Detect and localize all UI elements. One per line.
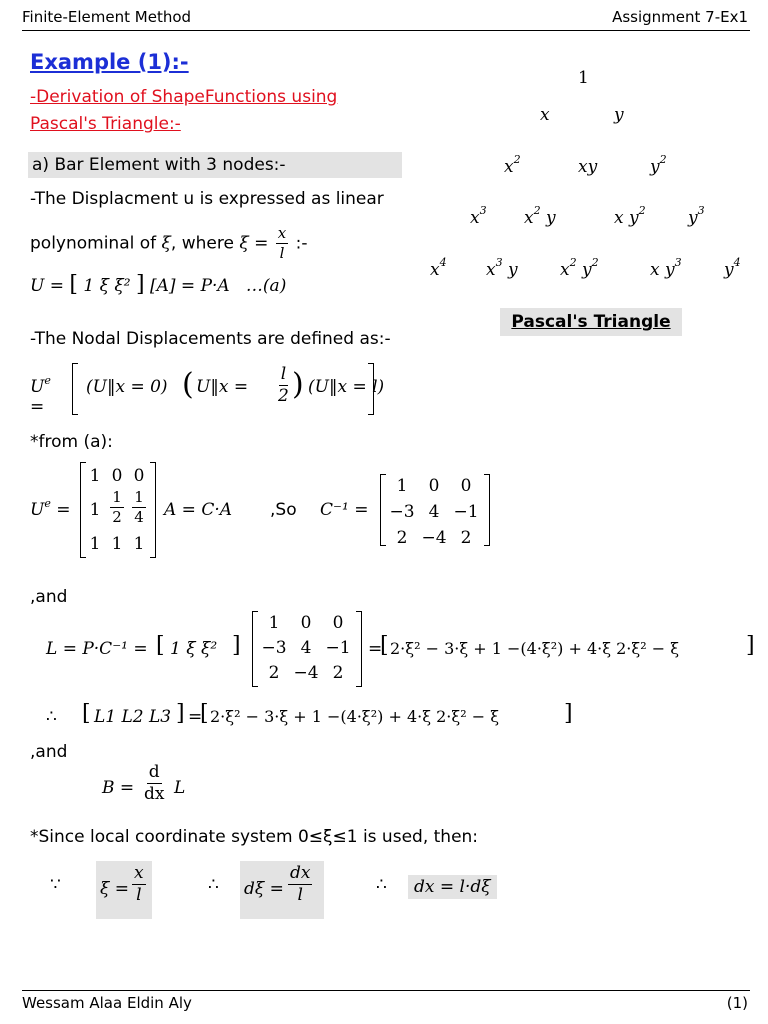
pascal-row-4-xy2: x $y^2$: [614, 204, 646, 228]
ue-matrix-cell-r3-c1: 1: [89, 534, 101, 554]
equation-a: U = [ 1 ξ ξ² ] [A] = P·A …(a): [30, 272, 287, 297]
vec-bracket-left: [: [82, 701, 91, 726]
therefore-symbol-3: ∴: [376, 875, 387, 895]
l-eq-matrix-cell-r2-c2: 4: [300, 638, 312, 658]
vec-bracket-right: ]: [176, 701, 185, 726]
derivative-num: d: [148, 762, 160, 782]
therefore-result-bracket-right: ]: [564, 701, 573, 726]
pascal-row-4-x2y: $x^2$ y: [524, 204, 556, 228]
ue-matrix-cell-r1-c1: 1: [89, 466, 101, 486]
dxi-eq-num: dx: [290, 863, 311, 883]
l-eq-matrix-cell-r3-c1: 2: [268, 663, 280, 683]
l-equation: [46, 611, 768, 687]
derivative-den: dx: [144, 784, 165, 804]
c-inverse-lhs: C⁻¹ =: [320, 500, 369, 520]
xi-symbol: ξ: [161, 233, 171, 254]
pascal-row-4-x3: $x^3$: [470, 204, 487, 228]
footer-rule: [22, 990, 750, 991]
nodal-text: -The Nodal Displacements are defined as:-: [30, 329, 391, 349]
ue-half-fraction: [276, 366, 291, 405]
header-right: Assignment 7-Ex1: [612, 8, 748, 26]
colon-dash: :-: [295, 233, 308, 254]
footer-author: Wessam Alaa Eldin Aly: [22, 994, 192, 1012]
l-eq-row: 1 ξ ξ²: [170, 639, 218, 659]
so-text: ,So: [270, 500, 297, 520]
eq-a-row: 1 ξ ξ²: [83, 276, 131, 296]
l-eq-matrix-cell-r1-c1: 1: [268, 613, 280, 633]
displacement-line1: -The Displacment u is expressed as linear: [30, 189, 384, 209]
pascal-row-5-x4: $x^4$: [430, 256, 447, 280]
ue-term-3: (U‖x = l): [308, 377, 385, 397]
l-eq-row-bracket-right: ]: [232, 633, 241, 658]
shape-function-vector: L1 L2 L3: [94, 707, 172, 727]
ue-matrix-cell-r3-c3: 1: [133, 534, 145, 554]
ue-matrix-equation: [30, 462, 510, 558]
c-inverse-cell-r2-c3: −1: [453, 502, 479, 522]
l-eq-result-bracket-left: [: [380, 633, 389, 658]
ue-matrix-bracket-right: [150, 462, 156, 558]
bottom-equations: [50, 861, 510, 921]
ue-matrix-cell-r2-c2: $\frac{1}{2}$: [112, 488, 122, 526]
c-inverse-cell-r1-c2: 0: [428, 476, 440, 496]
l-eq-result-bracket-right: ]: [746, 633, 755, 658]
derivation-title-line1: -Derivation of ShapeFunctions using: [30, 87, 338, 107]
section-a-heading: a) Bar Element with 3 nodes:-: [28, 152, 402, 178]
ue-bracket-right: [368, 363, 374, 415]
pascal-row-5-y4: $y^4$: [724, 256, 741, 280]
l-eq-equals: =: [368, 639, 383, 659]
ue-matrix-cell-r1-c2: 0: [111, 466, 123, 486]
ue-matrix-cell-r2-c1: 1: [89, 500, 101, 520]
because-symbol: ∵: [50, 875, 61, 895]
xi-symbol-2: ξ: [239, 233, 249, 254]
dxi-equation-box: [240, 861, 324, 919]
l-eq-matrix-bracket-right: [356, 611, 362, 687]
ue-frac-den: 2: [278, 386, 289, 406]
xi-fraction: $\frac{x}{l}$: [277, 224, 287, 262]
therefore-result-bracket-left: [: [200, 701, 209, 726]
footer-page-number: (1): [726, 994, 748, 1012]
pascal-row-5-xy3: x $y^3$: [650, 256, 682, 280]
pascal-row-3-y2: $y^2$: [650, 153, 667, 177]
l-eq-matrix-cell-r1-c2: 0: [300, 613, 312, 633]
pascal-row-2-y: y: [614, 105, 624, 125]
xi-eq-den: l: [136, 885, 142, 905]
ue-matrix-cell-r2-c3: $\frac{1}{4}$: [134, 488, 144, 526]
ue-lhs: $U^e$ =: [30, 374, 51, 417]
b-eq-rhs: L: [174, 778, 186, 798]
displacement-line2: polynominal of ξ, where ξ = $\frac{x}{l}$ :-: [30, 224, 308, 262]
ue-matrix-cell-r1-c3: 0: [133, 466, 145, 486]
xi-equation-box: [96, 861, 152, 919]
xi-eq-lhs: ξ =: [100, 879, 130, 899]
ue-term-1: (U‖x = 0): [86, 377, 168, 397]
derivative-fraction: [142, 764, 166, 803]
therefore-symbol-2: ∴: [208, 875, 219, 895]
dxi-eq-lhs: dξ =: [244, 879, 284, 899]
and-text-1: ,and: [30, 587, 68, 607]
c-inverse-cell-r2-c2: 4: [428, 502, 440, 522]
pascal-row-5-x2y2: $x^2$ $y^2$: [560, 256, 599, 280]
example-title: Example (1):-: [30, 50, 189, 74]
pascal-row-3-x2: $x^2$: [504, 153, 521, 177]
c-inverse-cell-r2-c1: −3: [389, 502, 415, 522]
c-inverse-bracket-right: [484, 474, 490, 546]
where-text: , where: [170, 233, 234, 254]
therefore-result: 2·ξ² − 3·ξ + 1 −(4·ξ²) + 4·ξ 2·ξ² − ξ: [210, 707, 499, 726]
pascal-triangle-label: Pascal's Triangle: [500, 308, 682, 336]
l-eq-matrix-cell-r3-c2: −4: [293, 663, 319, 683]
therefore-equals: =: [188, 707, 203, 727]
l-eq-result: 2·ξ² − 3·ξ + 1 −(4·ξ²) + 4·ξ 2·ξ² − ξ: [390, 639, 679, 658]
dxi-eq-fraction: [288, 865, 312, 904]
ue-paren-right: ): [292, 367, 304, 402]
since-text: *Since local coordinate system 0≤ξ≤1 is used, then:: [30, 827, 479, 847]
l-eq-row-bracket-left: [: [156, 633, 165, 658]
ue-matrix-cell-r3-c2: 1: [111, 534, 123, 554]
c-inverse-cell-r1-c1: 1: [396, 476, 408, 496]
l-eq-matrix-cell-r1-c3: 0: [332, 613, 344, 633]
eq-a-lhs: U: [30, 276, 45, 296]
l-eq-lhs: L = P·C⁻¹ =: [46, 639, 148, 659]
pascal-row-3-xy: xy: [578, 157, 598, 177]
header-left: Finite-Element Method: [22, 8, 192, 26]
pascal-row-5-x3y: $x^3$ y: [486, 256, 518, 280]
c-inverse-cell-r1-c3: 0: [460, 476, 472, 496]
l-eq-matrix-cell-r2-c3: −1: [325, 638, 351, 658]
from-a-text: *from (a):: [30, 432, 113, 452]
ue-matrix-rhs: A = C·A: [164, 500, 233, 520]
therefore-equation: [46, 701, 586, 735]
ue-matrix-lhs: $U^e$ =: [30, 497, 71, 520]
ue-paren-left: (: [182, 367, 194, 402]
polynomial-text: polynominal of: [30, 233, 157, 254]
eq-a-tag: …(a): [245, 276, 287, 296]
eq-a-matrix-a: [A]: [149, 276, 176, 296]
xi-eq-num: x: [134, 863, 144, 883]
xi-eq-fraction: [132, 865, 146, 904]
derivation-title-line2: Pascal's Triangle:-: [30, 114, 181, 134]
and-text-2: ,and: [30, 742, 68, 762]
ue-frac-num: l: [280, 364, 287, 384]
therefore-symbol: ∴: [46, 707, 57, 727]
b-eq-lhs: B =: [102, 778, 135, 798]
ue-bracket-left: [72, 363, 78, 415]
eq-a-rhs: = P·A: [180, 276, 230, 296]
dxi-eq-den: l: [297, 885, 303, 905]
c-inverse-cell-r3-c2: −4: [421, 528, 447, 548]
c-inverse-cell-r3-c3: 2: [460, 528, 472, 548]
dx-equation-box: dx = l·dξ: [408, 875, 497, 899]
header-rule: [22, 30, 750, 31]
l-eq-matrix-cell-r2-c1: −3: [261, 638, 287, 658]
ue-term-2: U‖x =: [196, 377, 249, 397]
l-eq-matrix-cell-r3-c3: 2: [332, 663, 344, 683]
pascal-row-1: 1: [578, 68, 589, 88]
c-inverse-cell-r3-c1: 2: [396, 528, 408, 548]
pascal-row-2-x: x: [540, 105, 550, 125]
pascal-row-4-y3: $y^3$: [688, 204, 705, 228]
